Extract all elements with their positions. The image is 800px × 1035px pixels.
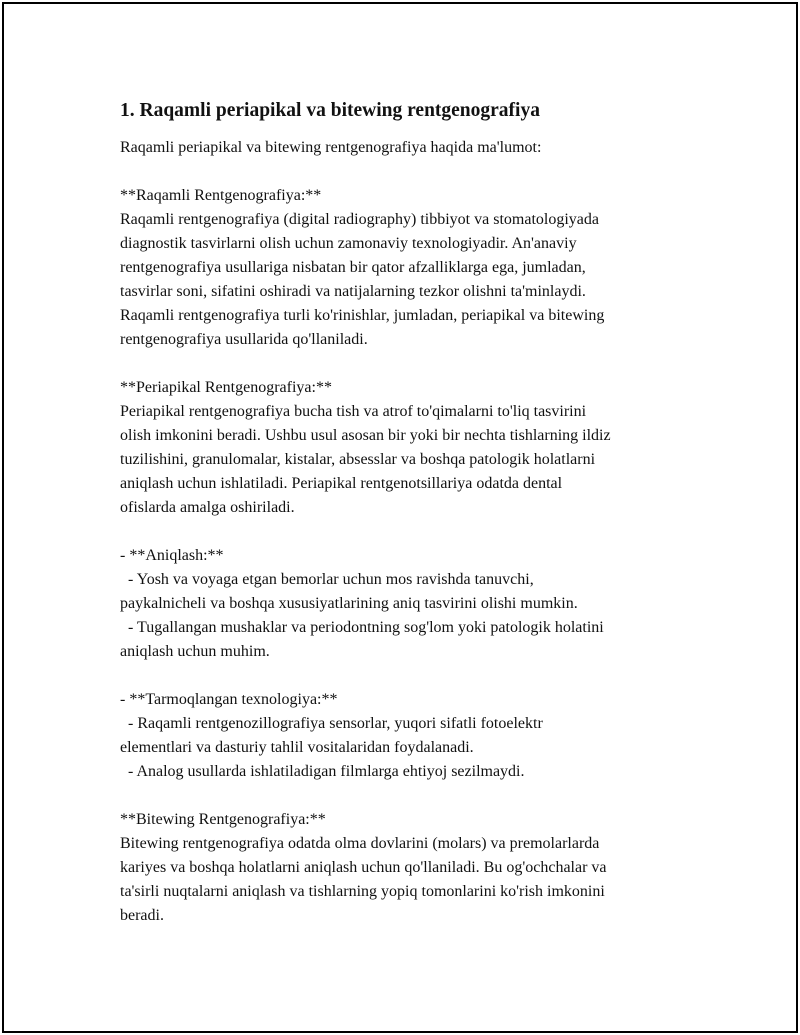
section-bitewing <box>120 808 700 928</box>
text-line: - Tugallangan mushaklar va periodontning sog'lom yoki patologik holatini <box>120 619 604 636</box>
spacer <box>120 352 700 376</box>
text-line: - Analog usullarda ishlatiladigan filmlarga ehtiyoj sezilmaydi. <box>120 763 525 780</box>
document-body <box>120 98 700 928</box>
spacer <box>120 160 700 184</box>
section-heading: **Bitewing Rentgenografiya:** <box>120 811 326 828</box>
section-tarmoqlangan <box>120 688 700 784</box>
text-line: rentgenografiya usullariga nisbatan bir qator afzalliklarga ega, jumladan, <box>120 259 586 276</box>
text-line: Periapikal rentgenografiya bucha tish va atrof to'qimalarni to'liq tasvirini <box>120 403 587 420</box>
section-heading: - **Aniqlash:** <box>120 547 224 564</box>
section-raqamli <box>120 184 700 352</box>
text-line: olish imkonini beradi. Ushbu usul asosan bir yoki bir nechta tishlarning ildiz <box>120 427 611 444</box>
section-heading: **Raqamli Rentgenografiya:** <box>120 187 322 204</box>
text-line: aniqlash uchun muhim. <box>120 643 270 660</box>
text-line: rentgenografiya usullarida qo'llaniladi. <box>120 331 368 348</box>
section-aniqlash <box>120 544 700 664</box>
text-line: tasvirlar soni, sifatini oshiradi va natijalarning tezkor olishni ta'minlaydi. <box>120 283 586 300</box>
document-title: 1. Raqamli periapikal va bitewing rentgenografiya <box>120 100 540 121</box>
text-line: - Raqamli rentgenozillografiya sensorlar, yuqori sifatli fotoelektr <box>120 715 543 732</box>
spacer <box>120 664 700 688</box>
text-line: diagnostik tasvirlarni olish uchun zamonaviy texnologiyadir. An'anaviy <box>120 235 577 252</box>
text-line: elementlari va dasturiy tahlil vositalaridan foydalanadi. <box>120 739 474 756</box>
section-periapikal <box>120 376 700 520</box>
text-line: beradi. <box>120 907 164 924</box>
text-line: Bitewing rentgenografiya odatda olma dovlarini (molars) va premolarlarda <box>120 835 600 852</box>
page-frame <box>2 2 798 1033</box>
text-line: Raqamli rentgenografiya turli ko'rinishlar, jumladan, periapikal va bitewing <box>120 307 605 324</box>
text-line: Raqamli rentgenografiya (digital radiography) tibbiyot va stomatologiyada <box>120 211 599 228</box>
text-line: ta'sirli nuqtalarni aniqlash va tishlarning yopiq tomonlarini ko'rish imkonini <box>120 883 605 900</box>
section-heading: - **Tarmoqlangan texnologiya:** <box>120 691 338 708</box>
text-line: kariyes va boshqa holatlarni aniqlash uchun qo'llaniladi. Bu og'ochchalar va <box>120 859 607 876</box>
intro-line: Raqamli periapikal va bitewing rentgenografiya haqida ma'lumot: <box>120 139 542 156</box>
section-heading: **Periapikal Rentgenografiya:** <box>120 379 332 396</box>
text-line: tuzilishini, granulomalar, kistalar, absesslar va boshqa patologik holatlarni <box>120 451 596 468</box>
spacer <box>120 520 700 544</box>
text-line: ofislarda amalga oshiriladi. <box>120 499 295 516</box>
text-line: aniqlash uchun ishlatiladi. Periapikal rentgenotsillariya odatda dental <box>120 475 563 492</box>
spacer <box>120 784 700 808</box>
text-line: - Yosh va voyaga etgan bemorlar uchun mos ravishda tanuvchi, <box>120 571 534 588</box>
text-line: paykalnicheli va boshqa xususiyatlarining aniq tasvirini olishi mumkin. <box>120 595 578 612</box>
